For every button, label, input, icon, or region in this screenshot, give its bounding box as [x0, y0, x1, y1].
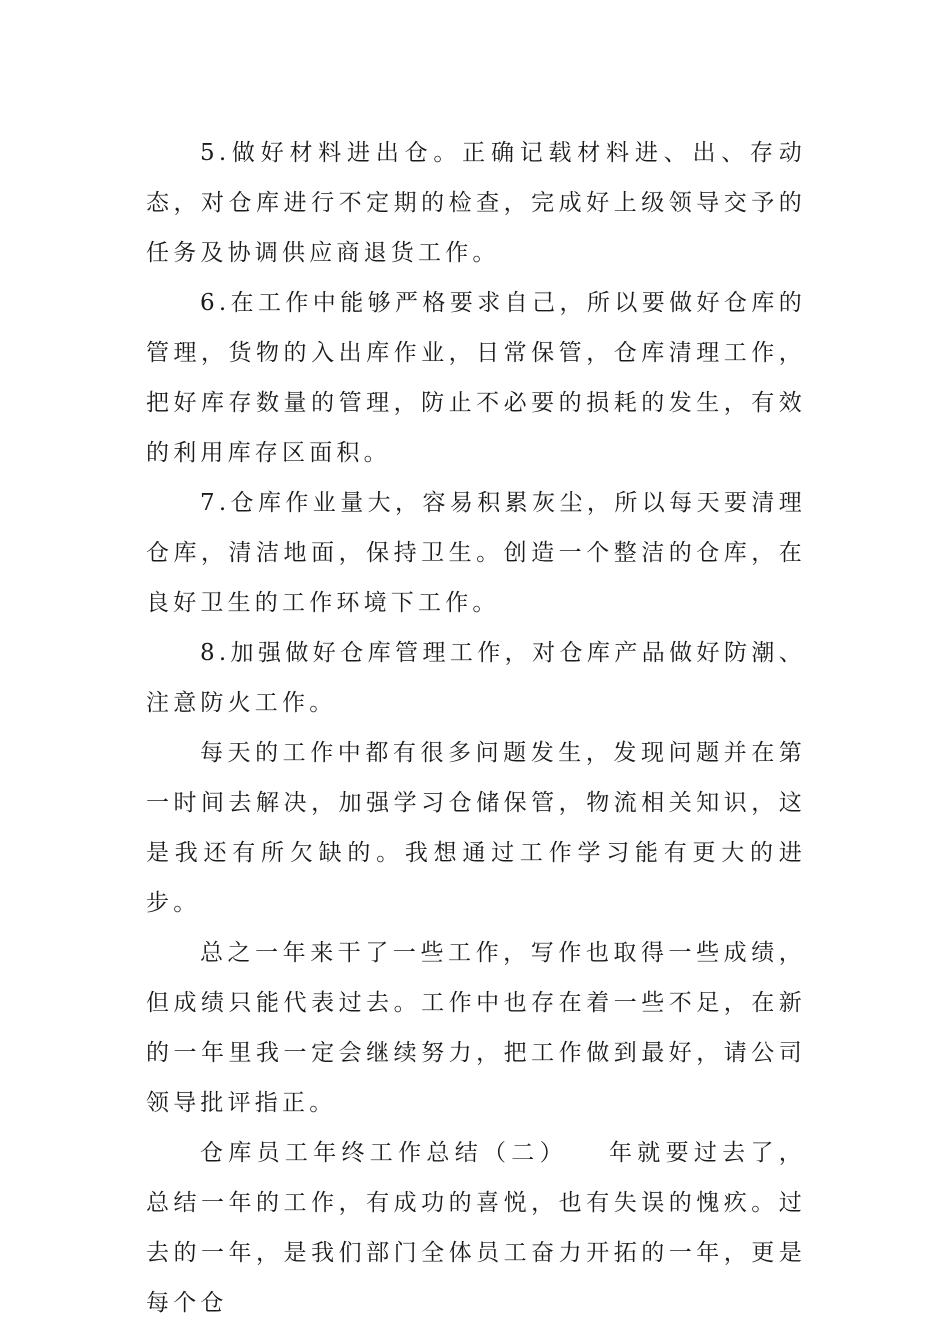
paragraph-item-6: 6.在工作中能够严格要求自己，所以要做好仓库的管理，货物的入出库作业，日常保管，仓库清理工作，把好库存数量的管理，防止不必要的损耗的发生，有效的利用库存区面积。: [146, 290, 806, 466]
paragraph-item-8: 8.加强做好仓库管理工作，对仓库产品做好防潮、注意防火工作。: [146, 640, 806, 716]
paragraph-item-7: 7.仓库作业量大，容易积累灰尘，所以每天要清理仓库，清洁地面，保持卫生。创造一个整洁的仓库，在良好卫生的工作环境下工作。: [146, 490, 806, 616]
section-title: 仓库员工年终工作总结（二）: [200, 1140, 568, 1166]
section-paragraph: [146, 1128, 806, 1328]
paragraph-item-5: 5.做好材料进出仓。正确记载材料进、出、存动态，对仓库进行不定期的检查，完成好上级领导交予的任务及协调供应商退货工作。: [146, 140, 806, 266]
paragraph-conclusion: 总之一年来干了一些工作，写作也取得一些成绩，但成绩只能代表过去。工作中也存在着一些不足，在新的一年里我一定会继续努力，把工作做到最好，请公司领导批评指正。: [146, 940, 806, 1116]
section-body-text: 年就要过去了，总结一年的工作，有成功的喜悦，也有失误的愧疚。过去的一年，是我们部门全体员工奋力开拓的一年，更是每个仓: [146, 1140, 806, 1316]
document-body: [146, 128, 806, 1328]
paragraph-daily-issues: 每天的工作中都有很多问题发生，发现问题并在第一时间去解决，加强学习仓储保管，物流相关知识，这是我还有所欠缺的。我想通过工作学习能有更大的进步。: [146, 740, 806, 916]
